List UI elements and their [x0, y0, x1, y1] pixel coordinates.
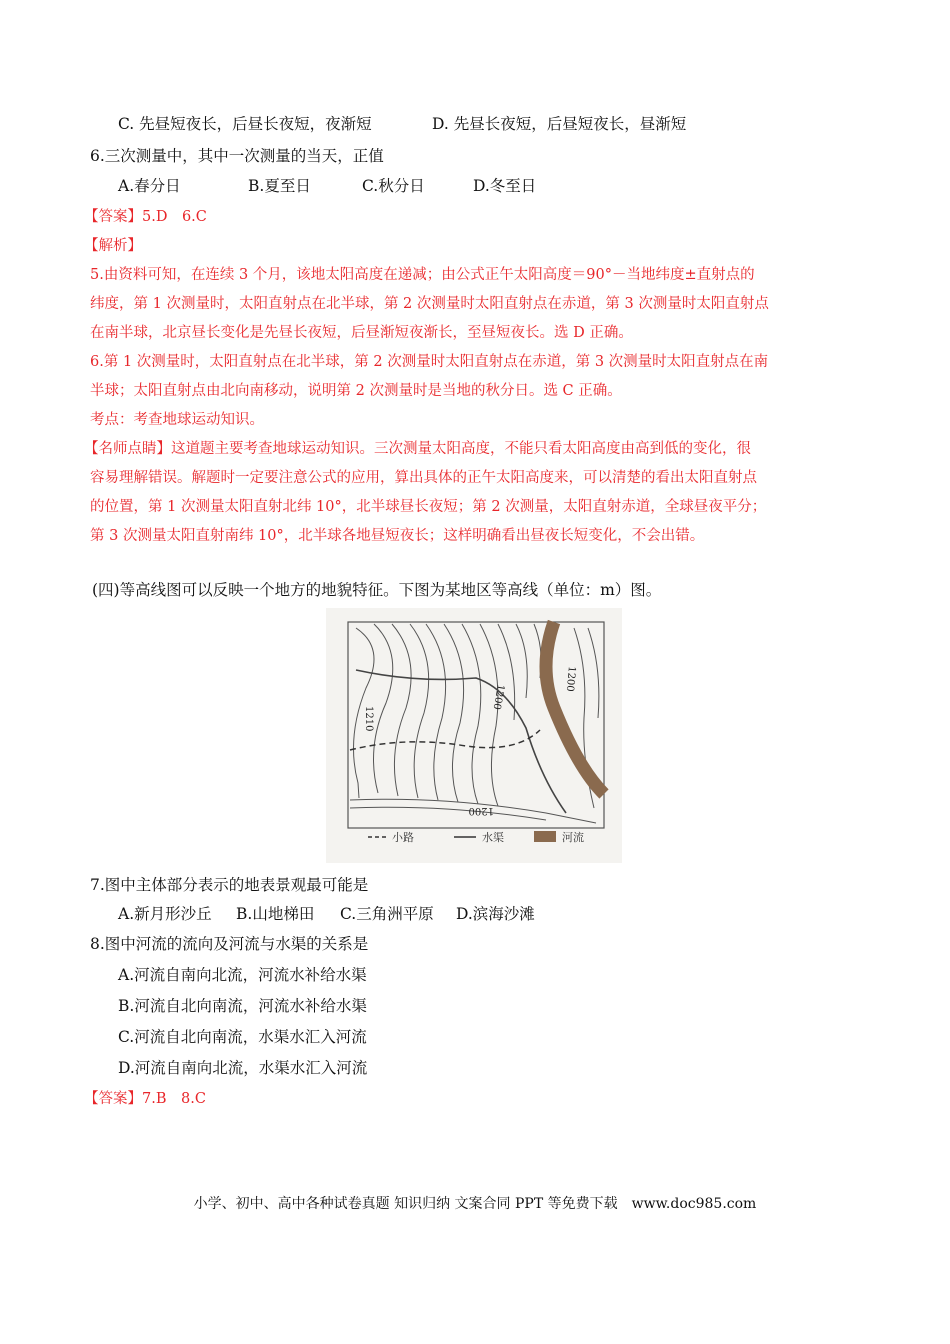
tips-line: 第 3 次测量太阳直射南纬 10°，北半球各地昼短夜长；这样明确看出昼夜长短变化，不会出错。: [90, 528, 705, 544]
q7-option: A.新月形沙丘: [118, 905, 212, 923]
q8-option: C.河流自北向南流，水渠水汇入河流: [118, 1028, 367, 1046]
legend-river-label: 河流: [562, 831, 584, 844]
contour-label: 1200: [490, 683, 506, 711]
analysis-5-line: 在南半球，北京昼长变化是先昼长夜短，后昼渐短夜渐长，至昼短夜长。选 D 正确。: [90, 325, 633, 341]
kaodian: 考点：考查地球运动知识。: [90, 412, 264, 428]
q6-option: A.春分日: [118, 177, 181, 195]
q7-option: B.山地梯田: [236, 905, 315, 923]
q6-option: C.秋分日: [362, 177, 425, 195]
answer-5-6: 【答案】5.D 6.C: [84, 209, 207, 225]
tips-line: 容易理解错误。解题时一定要注意公式的应用，算出具体的正午太阳高度来，可以清楚的看出太阳直射点: [90, 470, 757, 486]
q7-stem: 7.图中主体部分表示的地表景观最可能是: [90, 876, 369, 894]
q8-option: B.河流自北向南流，河流水补给水渠: [118, 997, 367, 1015]
q6-option: B.夏至日: [248, 177, 311, 195]
contour-label: 1200: [563, 665, 577, 693]
footer-text: 小学、初中、高中各种试卷真题 知识归纳 文案合同 PPT 等免费下载 www.doc985.com: [193, 1196, 757, 1212]
analysis-6-line: 半球；太阳直射点由北向南移动，说明第 2 次测量时是当地的秋分日。选 C 正确。: [90, 383, 622, 399]
section-4-intro: (四)等高线图可以反映一个地方的地貌特征。下图为某地区等高线（单位：m）图。: [92, 581, 662, 599]
legend-canal-label: 水渠: [482, 831, 504, 844]
legend-river-symbol: [534, 831, 556, 842]
q6-stem: 6.三次测量中，其中一次测量的当天，正值: [90, 147, 384, 165]
q8-option: A.河流自南向北流，河流水补给水渠: [118, 966, 367, 984]
q8-option: D.河流自南向北流，水渠水汇入河流: [118, 1059, 368, 1077]
q6-option: D.冬至日: [473, 177, 537, 195]
q5-option-c: C. 先昼短夜长，后昼长夜短，夜渐短: [118, 115, 372, 133]
analysis-6-line: 6.第 1 次测量时，太阳直射点在北半球，第 2 次测量时太阳直射点在赤道，第 3 次测量时太阳直射点在南: [90, 354, 769, 370]
analysis-heading: 【解析】: [84, 238, 142, 254]
answer-7-8: 【答案】7.B 8.C: [84, 1091, 206, 1107]
q8-stem: 8.图中河流的流向及河流与水渠的关系是: [90, 935, 369, 953]
contour-label: 1210: [363, 706, 374, 732]
contour-map: [326, 608, 622, 863]
tips-line: 的位置，第 1 次测量太阳直射北纬 10°，北半球昼长夜短；第 2 次测量，太阳直射赤道，全球昼夜平分；: [90, 499, 767, 515]
legend-path-label: 小路: [392, 831, 414, 844]
map-background: [326, 608, 622, 863]
analysis-5-line: 纬度，第 1 次测量时，太阳直射点在北半球，第 2 次测量时太阳直射点在赤道，第 3 次测量时太阳直射点: [90, 296, 769, 312]
q7-option: C.三角洲平原: [340, 905, 434, 923]
q7-option: D.滨海沙滩: [456, 905, 535, 923]
contour-label: 1200: [468, 805, 494, 816]
q5-option-d: D. 先昼长夜短，后昼短夜长，昼渐短: [432, 115, 687, 133]
analysis-5-line: 5.由资料可知，在连续 3 个月，该地太阳高度在递减；由公式正午太阳高度＝90°－当地纬度±直射点的: [90, 267, 755, 283]
tips-line: 【名师点睛】这道题主要考查地球运动知识。三次测量太阳高度，不能只看太阳高度由高到低的变化，很: [84, 441, 751, 457]
